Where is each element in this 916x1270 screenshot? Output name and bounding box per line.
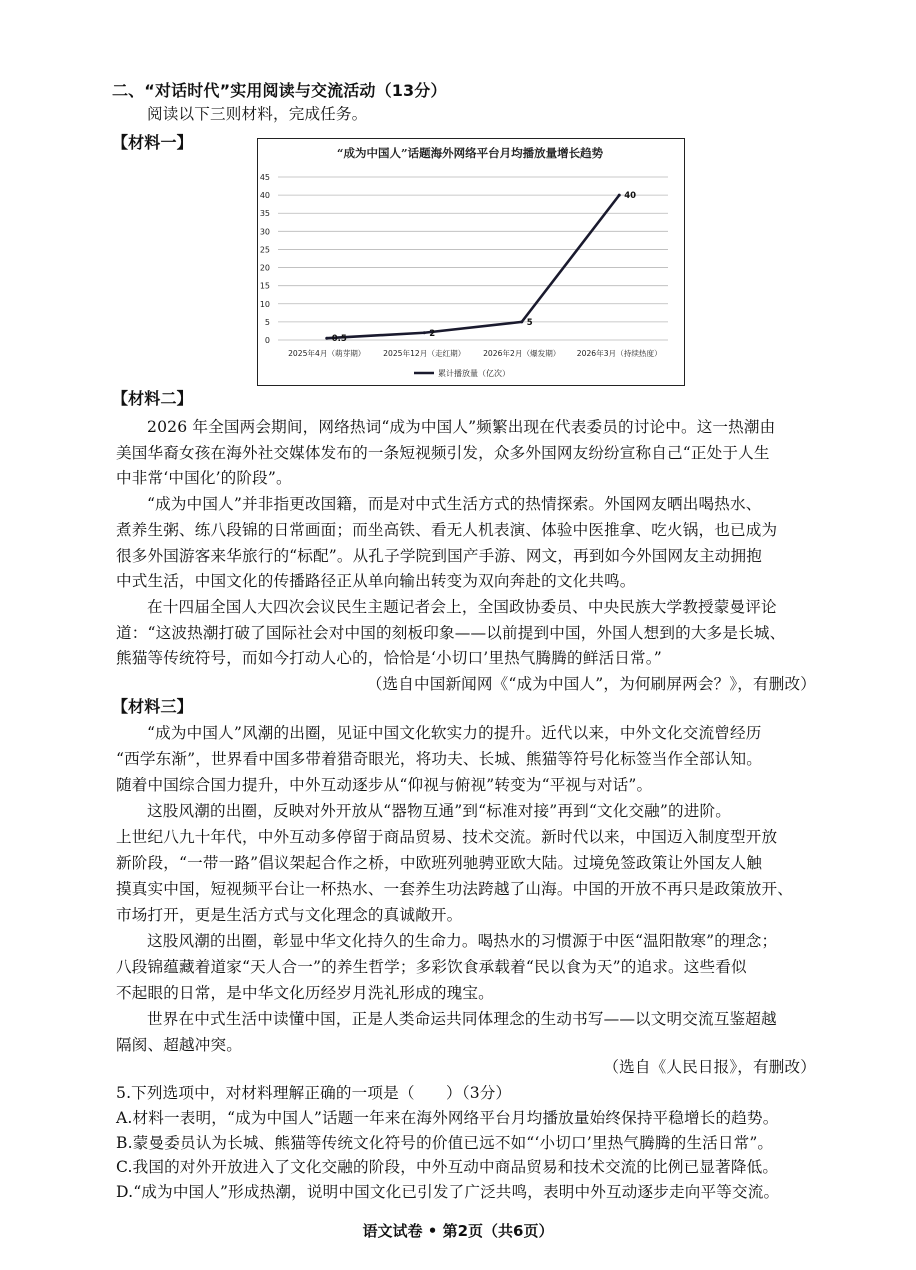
text-line: 世界在中式生活中读懂中国，正是人类命运共同体理念的生动书写——以文明交流互鉴超越: [147, 1010, 777, 1028]
text-line: 很多外国游客来华旅行的“标配”。从孔子学院到国产手游、网文，再到如今外国网友主动拥抱: [116, 546, 762, 565]
material2-source: （选自中国新闻网《“成为中国人”，为何刷屏两会？》，有删改）: [366, 675, 816, 693]
material3-label: 【材料三】: [112, 697, 193, 716]
text-line: 美国华裔女孩在海外社交媒体发布的一条短视频引发，众多外国网友纷纷宣称自己“正处于人生: [116, 443, 770, 462]
text-line: 市场打开，更是生活方式与文化理念的真诚敞开。: [116, 906, 463, 924]
text-line: 八段锦蕴藏着道家“天人合一”的养生哲学；多彩饮食承载着“民以食为天”的追求。这些看似: [116, 958, 747, 976]
data-label: 0.5: [331, 334, 347, 345]
line-chart: [257, 138, 685, 386]
data-point: [618, 194, 621, 197]
y-tick-label: 40: [259, 191, 270, 201]
text-line: 中非常‘中国化’的阶段”。: [116, 469, 292, 488]
question-stem: 5.下列选项中，对材料理解正确的一项是（ ）（3分）: [116, 1084, 512, 1102]
y-tick-label: 30: [259, 227, 270, 237]
y-tick-label: 0: [264, 336, 270, 345]
data-point: [423, 331, 426, 334]
x-tick-label: 2026年2月（爆发期）: [483, 349, 561, 358]
text-line: “西学东渐”，世界看中国多带着猎奇眼光，将功夫、长城、熊猫等符号化标签当作全部认知。: [116, 750, 762, 768]
chart-canvas: [258, 139, 683, 384]
x-tick-label: 2025年12月（走红期）: [383, 349, 466, 358]
data-label: 40: [624, 191, 637, 202]
y-tick-label: 10: [259, 299, 270, 309]
material1-label: 【材料一】: [112, 133, 193, 152]
text-line: “成为中国人”并非指更改国籍，而是对中式生活方式的热情探索。外国网友晒出喝热水、: [147, 495, 762, 514]
text-line: 上世纪八九十年代，中外互动多停留于商品贸易、技术交流。新时代以来，中国迈入制度型开放: [116, 828, 778, 846]
y-tick-label: 45: [259, 173, 270, 182]
option-c: C.我国的对外开放进入了文化交融的阶段，中外互动中商品贸易和技术交流的比例已显著降低。: [116, 1158, 779, 1176]
page-footer: 语文试卷 • 第2页（共6页）: [362, 1222, 554, 1240]
data-point: [325, 337, 328, 340]
y-tick-label: 15: [259, 281, 270, 291]
y-tick-label: 20: [259, 263, 270, 273]
x-tick-label: 2026年3月（持续热度）: [576, 349, 662, 358]
option-a: A.材料一表明，“成为中国人”话题一年来在海外网络平台月均播放量始终保持平稳增长的趋势。: [116, 1109, 779, 1127]
chart-title: “成为中国人”话题海外网络平台月均播放量增长趋势: [336, 146, 604, 160]
data-point: [520, 320, 523, 323]
option-d: D.“成为中国人”形成热潮，说明中国文化已引发了广泛共鸣，表明中外互动逐步走向平等交流。: [116, 1182, 780, 1201]
y-tick-label: 25: [259, 245, 270, 255]
data-label: 5: [526, 317, 533, 328]
material3-source: （选自《人民日报》，有删改）: [603, 1058, 816, 1076]
text-line: 在十四届全国人大四次会议民生主题记者会上，全国政协委员、中央民族大学教授蒙曼评论: [147, 597, 777, 616]
text-line: 熊猫等传统符号，而如今打动人心的，恰恰是‘小切口’里热气腾腾的鲜活日常。”: [116, 649, 662, 668]
text-line: 新阶段，“一带一路”倡议架起合作之桥，中欧班列驰骋亚欧大陆。过境免签政策让外国友人触: [116, 854, 762, 872]
series-line: [327, 195, 620, 338]
data-label: 2: [429, 328, 436, 339]
text-line: “成为中国人”风潮的出圈，见证中国文化软实力的提升。近代以来，中外文化交流曾经历: [147, 724, 762, 742]
text-line: 随着中国综合国力提升，中外互动逐步从“仰视与俯视”转变为“平视与对话”。: [116, 776, 653, 794]
y-tick-label: 5: [264, 317, 270, 327]
x-tick-label: 2025年4月（萌芽期）: [288, 349, 366, 358]
y-tick-label: 35: [259, 209, 270, 219]
legend-label: 累计播放量（亿次）: [438, 369, 510, 378]
material2-label: 【材料二】: [112, 389, 193, 408]
text-line: 煮养生粥、练八段锦的日常画面；而坐高铁、看无人机表演、体验中医推拿、吃火锅，也已成为: [116, 520, 778, 539]
section-title: 二、“对话时代”实用阅读与交流活动（13分）: [112, 81, 447, 100]
text-line: 摸真实中国，短视频平台让一杯热水、一套养生功法跨越了山海。中国的开放不再只是政策放开、: [116, 880, 793, 898]
text-line: 2026 年全国两会期间，网络热词“成为中国人”频繁出现在代表委员的讨论中。这一热潮由: [147, 418, 776, 436]
text-line: 中式生活，中国文化的传播路径正从单向输出转变为双向奔赴的文化共鸣。: [116, 572, 636, 591]
text-line: 这股风潮的出圈，彰显中华文化持久的生命力。喝热水的习惯源于中医“温阳散寒”的理念；: [147, 932, 778, 950]
option-b: B.蒙曼委员认为长城、熊猫等传统文化符号的价值已远不如“‘小切口’里热气腾腾的生活日常”。: [116, 1133, 774, 1152]
text-line: 不起眼的日常，是中华文化历经岁月洗礼形成的瑰宝。: [116, 984, 494, 1002]
text-line: 道：“这波热潮打破了国际社会对中国的刻板印象——以前提到中国，外国人想到的大多是长城、: [116, 623, 786, 642]
text-line: 隔阂、超越冲突。: [116, 1036, 242, 1054]
instruction: 阅读以下三则材料，完成任务。: [147, 105, 368, 123]
text-line: 这股风潮的出圈，反映对外开放从“器物互通”到“标准对接”再到“文化交融”的进阶。: [147, 802, 732, 820]
